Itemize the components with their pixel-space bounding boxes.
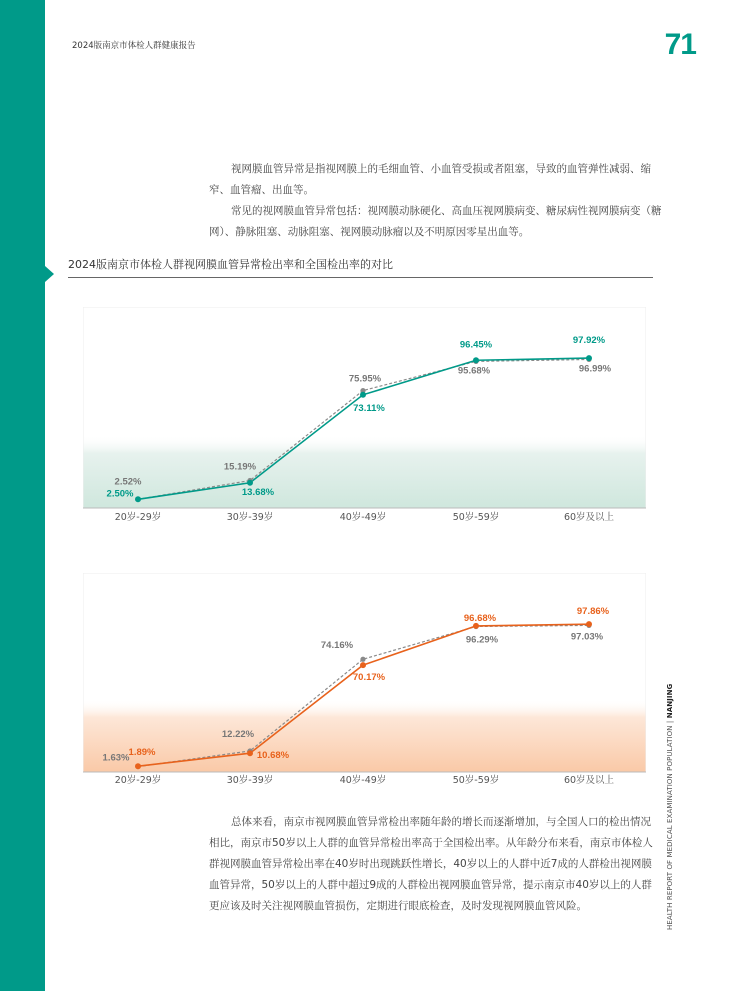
x-tick-label: 50岁-59岁 [452, 512, 500, 523]
data-label-nanjing: 97.92% [572, 335, 606, 347]
plot-gradient-band [84, 699, 646, 772]
x-tick-label: 60岁及以上 [563, 775, 615, 786]
side-vertical-caption [666, 684, 674, 930]
data-label-national: 97.03% [570, 631, 604, 643]
conclusion-paragraph: 总体来看，南京市视网膜血管异常检出率随年龄的增长而逐渐增加，与全国人口的检出情况相比，南京市50岁以上人群的血管异常检出率高于全国检出率。从年龄分布来看，南京市体检人群视网膜血管异常检出率在40岁时出现跳跃性增长，40岁以上的人群中近7成的人群检出视网膜血管异常，50岁以上的人群中超过9成的人群检出视网膜血管异常，提示南京市40岁以上的人群更应该及时关注视网膜血管损伤，定期进行眼底检查，及时发现视网膜血管风险。 [209, 816, 653, 912]
report-header-title: 2024版南京市体检人群健康报告 [72, 41, 196, 51]
data-label-national: 2.52% [114, 476, 142, 488]
male-chart-panel [83, 307, 646, 523]
data-label-nanjing: 1.89% [128, 747, 156, 759]
data-point-nanjing [586, 355, 592, 361]
data-point-nanjing [247, 480, 253, 486]
data-point-nanjing [135, 496, 141, 502]
data-label-national: 1.63% [102, 752, 130, 764]
intro-paragraph-1: 视网膜血管异常是指视网膜上的毛细血管、小血管受损或者阻塞，导致的血管弹性减弱、缩窄、血管瘤、出血等。 [209, 163, 651, 196]
data-point-nanjing [360, 662, 366, 668]
data-point-nanjing [247, 750, 253, 756]
data-point-nanjing [473, 357, 479, 363]
x-tick-label: 50岁-59岁 [452, 775, 500, 786]
x-tick-label: 30岁-39岁 [226, 775, 274, 786]
data-label-national: 12.22% [221, 728, 255, 740]
x-tick-label: 20岁-29岁 [114, 775, 162, 786]
male-line-chart [83, 307, 646, 542]
data-label-nanjing: 70.17% [352, 672, 386, 684]
data-label-national: 15.19% [223, 461, 257, 473]
female-line-chart [83, 573, 646, 798]
data-label-national: 96.29% [465, 634, 499, 646]
x-tick-label: 30岁-39岁 [226, 512, 274, 523]
x-tick-label: 40岁-49岁 [339, 775, 387, 786]
data-label-nanjing: 73.11% [353, 402, 385, 414]
plot-gradient-band [84, 435, 646, 508]
data-label-nanjing: 10.68% [256, 750, 290, 762]
data-label-national: 75.95% [348, 373, 382, 385]
data-point-national [360, 657, 365, 662]
data-point-nanjing [360, 392, 366, 398]
female-chart-panel [83, 573, 646, 786]
side-caption-prefix: HEALTH REPORT OF MEDICAL EXAMINATION POPULATION [666, 725, 674, 930]
x-tick-label: 40岁-49岁 [339, 512, 387, 523]
data-point-nanjing [586, 621, 592, 627]
left-color-bar [0, 0, 45, 991]
data-label-nanjing: 2.50% [106, 488, 134, 500]
section-divider [68, 277, 653, 278]
data-label-national: 96.99% [578, 363, 612, 375]
data-label-nanjing: 13.68% [241, 486, 275, 498]
section-marker-triangle [45, 266, 54, 282]
data-label-nanjing: 97.86% [576, 606, 610, 618]
page-number: 71 [664, 28, 696, 61]
data-label-national: 95.68% [457, 365, 491, 377]
data-label-nanjing: 96.45% [459, 339, 493, 351]
data-label-nanjing: 96.68% [463, 612, 497, 624]
side-caption-separator: | [666, 720, 674, 724]
data-point-nanjing [135, 763, 141, 769]
x-tick-label: 20岁-29岁 [114, 512, 162, 523]
x-tick-label: 60岁及以上 [563, 512, 615, 523]
side-caption-city: NANJING [666, 683, 674, 719]
intro-paragraph-2: 常见的视网膜血管异常包括：视网膜动脉硬化、高血压视网膜病变、糖尿病性视网膜病变（糖网）、静脉阻塞、动脉阻塞、视网膜动脉瘤以及不明原因零星出血等。 [209, 205, 662, 238]
data-label-national: 74.16% [320, 640, 354, 652]
section-title: 2024版南京市体检人群视网膜血管异常检出率和全国检出率的对比 [68, 258, 393, 271]
